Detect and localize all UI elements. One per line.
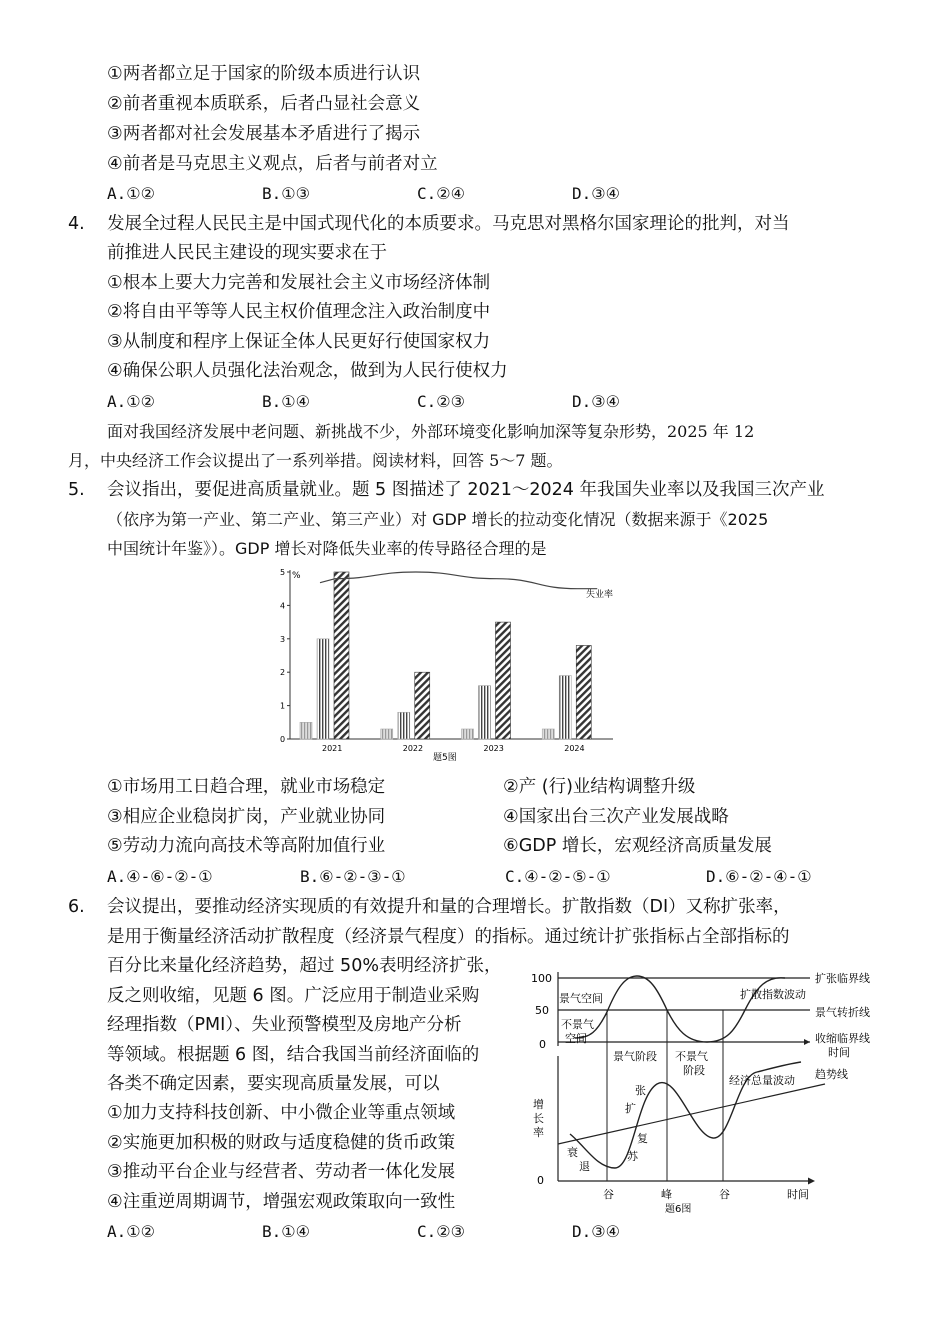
q6-option-c: C.②③ [417,1222,465,1241]
q6-item-3: ③推动平台企业与经营者、劳动者一体化发展 [107,1162,456,1182]
expand-line-label: 扩张临界线 [815,972,870,985]
trough-label-2: 谷 [719,1188,730,1201]
chart5-bar-3 [576,645,591,739]
q5-item-4: ④国家出台三次产业发展战略 [503,807,729,827]
chart5-y-tick-label: 4 [280,601,286,611]
nonboom-space-label-2: 空间 [565,1032,587,1045]
boom-space-label: 景气空间 [559,992,603,1005]
peak-label: 峰 [661,1188,672,1201]
q4-item-4: ④确保公职人员强化法治观念，做到为人民行使权力 [107,361,508,381]
top-time-label: 时间 [828,1046,850,1059]
chart5-bar-3 [496,622,511,739]
chart5-bar-1 [542,729,554,739]
q5-item-3: ③相应企业稳岗扩岗，产业就业协同 [107,807,386,827]
q3-item-2: ②前者重视本质联系，后者凸显社会意义 [107,94,421,114]
recover-label-2: 苏 [627,1150,638,1163]
growth-label-1: 增 [533,1098,544,1111]
chart5-bar-2 [479,686,491,739]
q6-stem-6: 等领域。根据题 6 图，结合我国当前经济面临的 [107,1045,480,1065]
q5-number: 5. [68,480,85,500]
q5-stem-3: 中国统计年鉴》）。GDP 增长对降低失业率的传导路径合理的是 [107,539,547,558]
q5-item-1: ①市场用工日趋合理，就业市场稳定 [107,777,386,797]
q4-number: 4. [68,214,85,234]
total-wave-label: 经济总量波动 [729,1074,795,1087]
chart5-bar-2 [317,639,329,739]
expand-label-2: 扩 [625,1102,636,1115]
q6-stem-2: 是用于衡量经济活动扩散程度（经济景气程度）的指标。通过统计扩张指标占全部指标的 [107,927,790,947]
chart5-bar-2 [398,712,410,739]
q3-item-3: ③两者都对社会发展基本矛盾进行了揭示 [107,124,421,144]
q4-option-c: C.②③ [417,392,465,411]
q6-option-b: B.①④ [262,1222,310,1241]
q6-stem-1: 会议提出，要推动经济实现质的有效提升和量的合理增长。扩散指数（DI）又称扩张率， [107,897,791,917]
q4-item-3: ③从制度和程序上保证全体人民更好行使国家权力 [107,332,491,352]
fig6-caption: 题6图 [665,1204,692,1215]
chart5-unemployment-line [320,572,597,589]
chart5-x-tick-label: 2023 [483,744,504,753]
q5-item-2: ②产 (行)业结构调整升级 [503,777,696,797]
shrink-line-label: 收缩临界线 [815,1032,870,1045]
recover-label-1: 复 [637,1132,648,1145]
label-0-bottom: 0 [537,1174,544,1187]
q6-option-d: D.③④ [572,1222,620,1241]
label-50: 50 [535,1004,549,1017]
chart5-bar-3 [334,572,349,739]
q5-stem-1: 会议指出，要促进高质量就业。题 5 图描述了 2021～2024 年我国失业率以及我国三次产业 [107,480,825,500]
q6-number: 6. [68,897,85,917]
turn-line-label: 景气转折线 [815,1006,870,1019]
q3-item-4: ④前者是马克思主义观点，后者与前者对立 [107,154,438,174]
q3-option-c: C.②④ [417,184,465,203]
nonboom-stage-label-1: 不景气 [675,1050,708,1063]
decline-label-1: 衰 [567,1146,578,1159]
chart5-bar-3 [415,672,430,739]
label-100: 100 [531,972,552,985]
decline-label-2: 退 [579,1160,590,1173]
q6-stem-5: 经理指数（PMI）、失业预警模型及房地产分析 [107,1015,462,1035]
q5-option-b: B.⑥-②-③-① [300,867,406,886]
q6-diagram [525,966,890,1216]
expand-label-1: 张 [635,1084,646,1097]
growth-label-2: 长 [533,1112,544,1125]
chart5-x-tick-label: 2022 [402,744,424,753]
di-wave-label: 扩散指数波动 [740,988,806,1001]
chart5-y-tick-label: 0 [280,735,286,744]
chart5-x-tick-label: 2024 [564,744,585,753]
growth-label-3: 率 [533,1126,544,1139]
q3-option-d: D.③④ [572,184,620,203]
chart5-y-tick-label: 5 [280,568,286,577]
arrow-bottom [808,1178,815,1185]
q5-option-a: A.④-⑥-②-① [107,867,213,886]
q6-item-1: ①加力支持科技创新、中小微企业等重点领域 [107,1103,456,1123]
chart5-x-tick-label: 2021 [322,744,343,753]
q5-option-c: C.④-②-⑤-① [505,867,611,886]
q4-option-a: A.①② [107,392,155,411]
q3-option-a: A.①② [107,184,155,203]
q4-option-d: D.③④ [572,392,620,411]
chart5-y-tick-label: 3 [280,634,286,644]
chart5-line-label: 失业率 [586,590,614,600]
chart5-y-tick-label: 1 [280,701,286,711]
q6-item-2: ②实施更加积极的财政与适度稳健的货币政策 [107,1133,456,1153]
chart5-y-tick-label: 2 [280,668,286,678]
q4-stem-2: 前推进人民民主建设的现实要求在于 [107,243,387,263]
q6-option-a: A.①② [107,1222,155,1241]
q4-item-1: ①根本上要大力完善和发展社会主义市场经济体制 [107,273,491,293]
chart5-bar-1 [300,722,312,739]
nonboom-stage-label-2: 阶段 [683,1064,705,1077]
q6-stem-3: 百分比来量化经济趋势，超过 50%表明经济扩张， [107,956,502,976]
q3-item-1: ①两者都立足于国家的阶级本质进行认识 [107,64,421,84]
q4-option-b: B.①④ [262,392,310,411]
arrow-top [804,1039,810,1045]
nonboom-space-label-1: 不景气 [561,1018,594,1031]
label-0-top: 0 [539,1038,546,1051]
q5-option-d: D.⑥-②-④-① [706,867,812,886]
material-line-2: 月，中央经济工作会议提出了一系列举措。阅读材料，回答 5～7 题。 [68,451,563,470]
chart5-title: 题5图 [433,753,457,763]
q5-stem-2: （依序为第一产业、第二产业、第三产业）对 GDP 增长的拉动变化情况（数据来源于《2025 [107,510,769,529]
boom-stage-label: 景气阶段 [613,1050,657,1063]
q3-option-b: B.①③ [262,184,310,203]
material-line-1: 面对我国经济发展中老问题、新挑战不少，外部环境变化影响加深等复杂形势，2025 年 12 [107,422,755,441]
q5-item-5: ⑤劳动力流向高技术等高附加值行业 [107,836,386,856]
q5-item-6: ⑥GDP 增长，宏观经济高质量发展 [503,836,772,856]
trend-line [558,1084,825,1144]
bottom-time-label: 时间 [787,1188,809,1201]
q6-stem-4: 反之则收缩，见题 6 图。广泛应用于制造业采购 [107,986,480,1006]
q6-item-4: ④注重逆周期调节，增强宏观政策取向一致性 [107,1192,456,1212]
chart5-bar-2 [559,676,571,739]
chart5-bar-1 [462,729,474,739]
q5-chart [268,562,628,772]
chart5-ylabel: % [292,571,301,581]
q4-item-2: ②将自由平等等人民主权价值理念注入政治制度中 [107,302,491,322]
trough-label-1: 谷 [603,1188,614,1201]
q6-stem-7: 各类不确定因素，要实现高质量发展，可以 [107,1074,440,1094]
trend-label: 趋势线 [815,1068,848,1081]
q4-stem-1: 发展全过程人民民主是中国式现代化的本质要求。马克思对黑格尔国家理论的批判，对当 [107,214,790,234]
chart5-bar-1 [381,729,393,739]
